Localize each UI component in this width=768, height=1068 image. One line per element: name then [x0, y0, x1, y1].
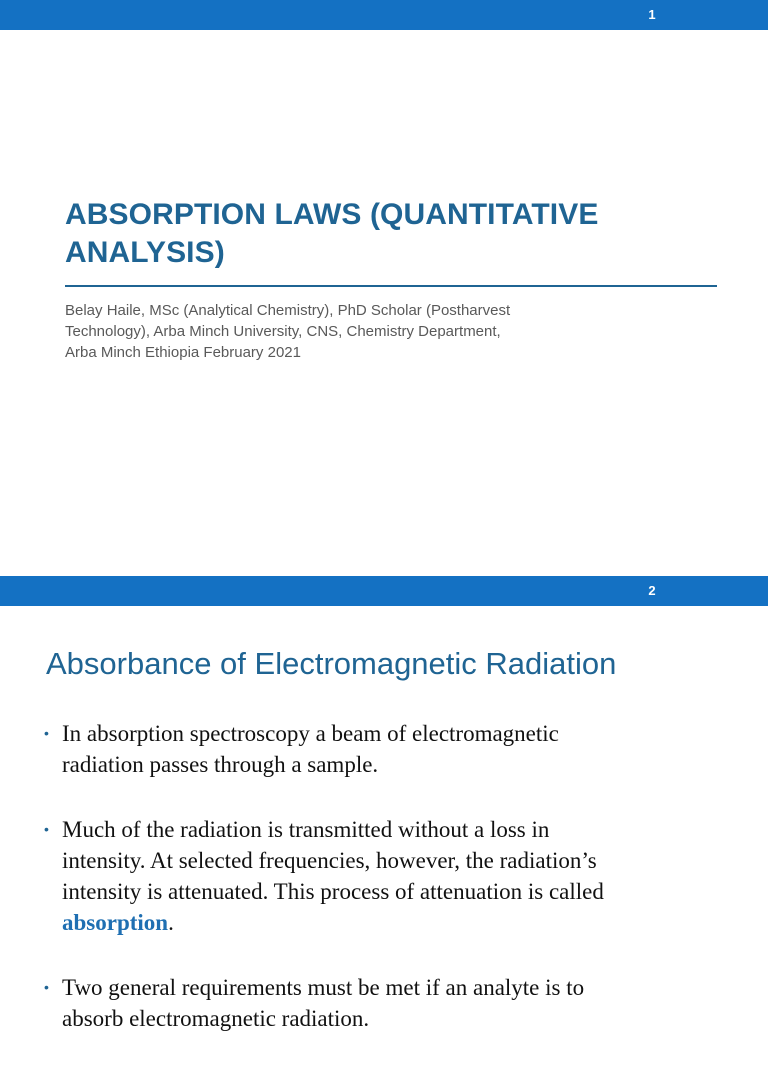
absorption-term: absorption — [62, 910, 169, 935]
author-line: Technology), Arba Minch University, CNS, Chemistry Department, — [65, 323, 501, 340]
bullet-item — [44, 972, 724, 1034]
bullet-line: intensity. At selected frequencies, however, the radiation’s — [62, 848, 597, 873]
slide-header-bar — [0, 576, 768, 606]
bullet-line: In absorption spectroscopy a beam of electromagnetic — [62, 721, 559, 746]
author-line: Arba Minch Ethiopia February 2021 — [65, 344, 301, 361]
bullet-line: Much of the radiation is transmitted without a loss in — [62, 817, 550, 842]
bullet-icon: • — [44, 979, 49, 995]
page-number: 2 — [648, 583, 656, 598]
bullet-icon: • — [44, 725, 49, 741]
bullet-icon: • — [44, 821, 49, 837]
bullet-item — [44, 814, 724, 938]
bullet-text — [62, 972, 724, 1034]
bullet-text — [62, 718, 724, 780]
bullet-line-last — [62, 907, 724, 938]
title-divider — [65, 285, 717, 287]
bullet-line: radiation passes through a sample. — [62, 752, 379, 777]
slide-title: Absorbance of Electromagnetic Radiation — [46, 646, 617, 681]
bullet-text — [62, 814, 724, 938]
title-line: ABSORPTION LAWS (QUANTITATIVE — [65, 198, 599, 231]
bullet-line: intensity is attenuated. This process of attenuation is called — [62, 879, 604, 904]
author-info — [65, 300, 625, 363]
title-line: ANALYSIS) — [65, 236, 225, 269]
page-number: 1 — [648, 7, 656, 22]
bullet-line: absorb electromagnetic radiation. — [62, 1006, 370, 1031]
bullet-tail: . — [168, 910, 174, 935]
author-line: Belay Haile, MSc (Analytical Chemistry), PhD Scholar (Postharvest — [65, 302, 511, 319]
bullet-line: Two general requirements must be met if an analyte is to — [62, 975, 585, 1000]
bullet-item — [44, 718, 724, 780]
slide-title — [65, 196, 705, 272]
bullet-list — [44, 718, 724, 1068]
slide-header-bar — [0, 0, 768, 30]
